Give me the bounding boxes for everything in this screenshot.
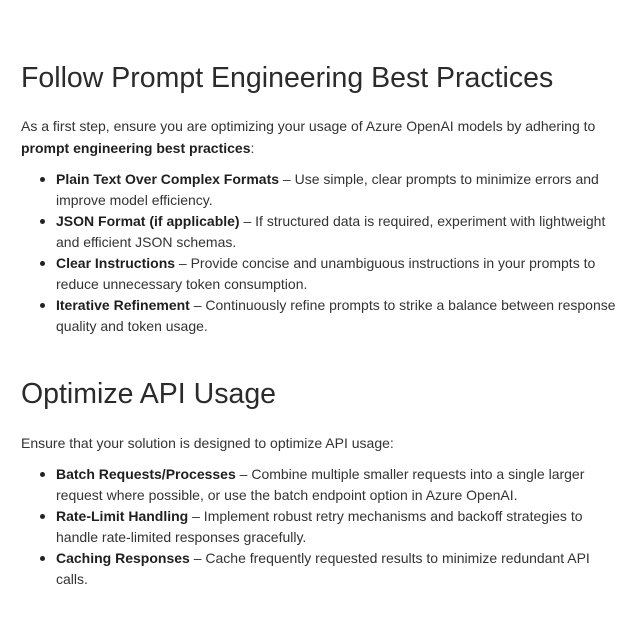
- list-item: [56, 548, 618, 590]
- bullet-icon: [40, 219, 45, 224]
- list-item-title: Rate-Limit Handling: [56, 508, 189, 524]
- list-item-title: Iterative Refinement: [56, 297, 190, 313]
- list-item: [56, 253, 618, 295]
- prompt-engineering-intro: [21, 115, 618, 159]
- list-item-title: Plain Text Over Complex Formats: [56, 171, 280, 187]
- bullet-icon: [40, 514, 45, 519]
- api-usage-section: [21, 374, 618, 590]
- bullet-icon: [40, 177, 45, 182]
- list-item-title: JSON Format (if applicable): [56, 213, 240, 229]
- list-item-text: – If structured data is required, experiment with lightweight and efficient JSON schemas.: [56, 213, 606, 250]
- list-item-text: – Implement robust retry mechanisms and backoff strategies to handle rate-limited responses gracefully.: [56, 508, 583, 545]
- list-item: [56, 295, 618, 337]
- list-item-text: – Provide concise and unambiguous instructions in your prompts to reduce unnecessary token consumption.: [56, 255, 596, 292]
- intro-punctuation: :: [250, 140, 255, 156]
- bullet-icon: [40, 556, 45, 561]
- list-item-title: Batch Requests/Processes: [56, 466, 236, 482]
- list-item: [56, 506, 618, 548]
- list-item: [56, 169, 618, 211]
- list-item-title: Caching Responses: [56, 550, 190, 566]
- intro-emphasis: prompt engineering best practices: [21, 140, 251, 156]
- prompt-engineering-list: [21, 169, 618, 337]
- list-item-text: – Combine multiple smaller requests into a single larger request where possible, or use the batch endpoint option in Azure OpenAI.: [56, 466, 585, 503]
- bullet-icon: [40, 472, 45, 477]
- prompt-engineering-section: [21, 58, 618, 337]
- section-heading-api-usage: Optimize API Usage: [21, 378, 277, 410]
- list-item: [56, 211, 618, 253]
- api-usage-list: [21, 464, 618, 590]
- intro-text: As a first step, ensure you are optimizing your usage of Azure OpenAI models by adhering to: [21, 118, 596, 134]
- api-usage-intro: Ensure that your solution is designed to optimize API usage:: [21, 435, 394, 451]
- list-item: [56, 464, 618, 506]
- bullet-icon: [40, 303, 45, 308]
- list-item-title: Clear Instructions: [56, 255, 176, 271]
- list-item-text: – Cache frequently requested results to minimize redundant API calls.: [56, 550, 590, 587]
- section-heading-prompt-engineering: Follow Prompt Engineering Best Practices: [21, 62, 554, 94]
- list-item-text: – Use simple, clear prompts to minimize errors and improve model efficiency.: [56, 171, 599, 208]
- bullet-icon: [40, 261, 45, 266]
- list-item-text: – Continuously refine prompts to strike a balance between response quality and token usage.: [56, 297, 616, 334]
